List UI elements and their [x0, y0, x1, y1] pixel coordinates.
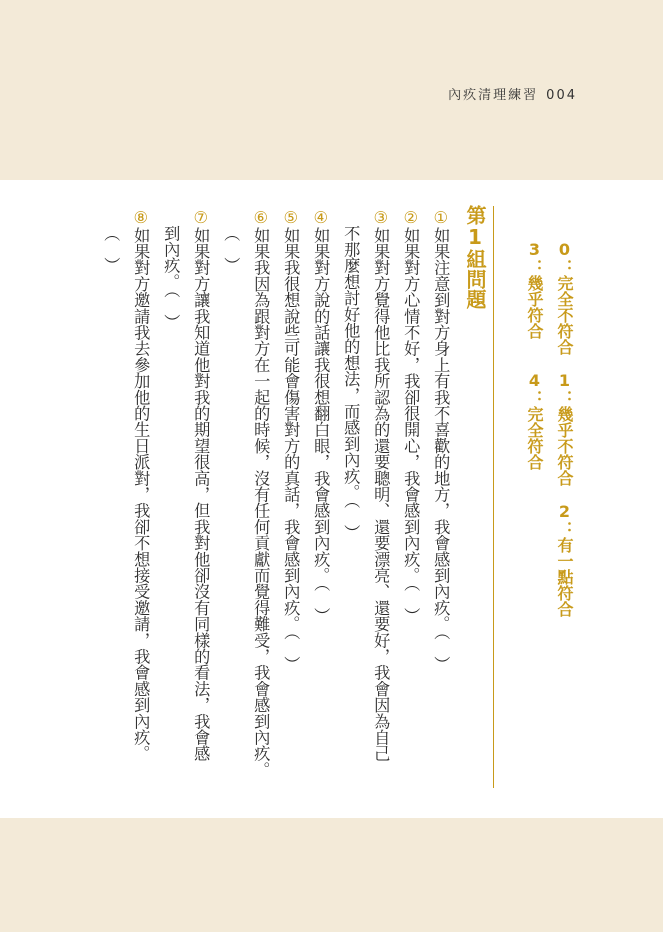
question-text: 如果對方邀請我去參加他的生日派對，我卻不想接受邀請，我會感到內疚。 [131, 227, 151, 762]
question-text: 如果對方說的話讓我很想翻白眼，我會感到內疚。（ ） [311, 227, 331, 624]
scale-line-1: 0：完全不符合 1：幾乎不符合 2：有一點符合 [555, 240, 574, 617]
question-1 [431, 208, 451, 673]
question-text: 如果注意到對方身上有我不喜歡的地方，我會感到內疚。（ ） [431, 227, 451, 673]
question-6 [251, 208, 271, 778]
question-7 [191, 208, 211, 762]
question-6-continued: （ ） [221, 225, 241, 274]
question-number: ① [431, 208, 451, 227]
scale-line-2: 3：幾乎符合 4：完全符合 [525, 240, 544, 470]
question-8 [131, 208, 151, 762]
question-8-continued: （ ） [101, 225, 121, 274]
question-text: 如果對方讓我知道他對我的期望很高，但我對他卻沒有同樣的看法，我會感 [191, 227, 211, 762]
question-7-continued: 到內疚。（ ） [161, 225, 181, 331]
question-number: ⑤ [281, 208, 301, 227]
question-number: ② [401, 208, 421, 227]
page-number: 004 [546, 88, 577, 103]
bottom-band [0, 818, 663, 932]
question-3 [371, 208, 391, 762]
divider-line [493, 206, 494, 788]
question-5 [281, 208, 301, 673]
question-number: ⑦ [191, 208, 211, 227]
question-text: 如果我因為跟對方在一起的時候，沒有任何貢獻而覺得難受，我會感到內疚。 [251, 227, 271, 778]
question-number: ④ [311, 208, 331, 227]
question-4 [311, 208, 331, 624]
question-number: ③ [371, 208, 391, 227]
page-header [448, 84, 577, 103]
question-number: ⑧ [131, 208, 151, 227]
question-text: 如果對方覺得他比我所認為的還要聰明、還要漂亮、還要好，我會因為自己 [371, 227, 391, 762]
question-3-continued: 不那麼想討好他的想法，而感到內疚。（ ） [341, 225, 361, 541]
question-text: 如果對方心情不好，我卻很開心，我會感到內疚。（ ） [401, 227, 421, 624]
question-2 [401, 208, 421, 624]
question-number: ⑥ [251, 208, 271, 227]
header-title: 內疚清理練習 [448, 88, 539, 103]
section-title: 第1組問題 [463, 205, 487, 309]
question-text: 如果我很想說些可能會傷害對方的真話，我會感到內疚。（ ） [281, 227, 301, 673]
